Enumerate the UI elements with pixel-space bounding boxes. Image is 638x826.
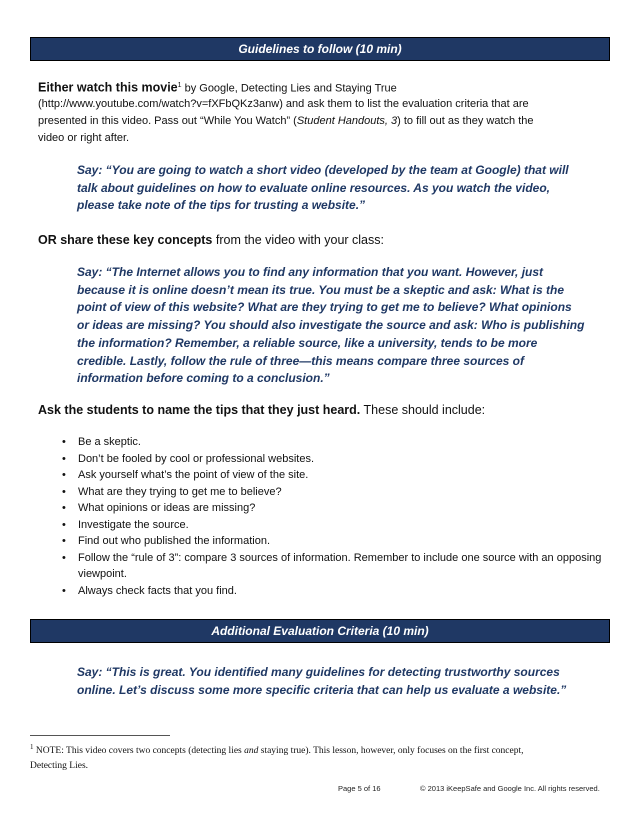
bullet-icon: • bbox=[62, 518, 66, 531]
or-share-line bbox=[38, 232, 608, 250]
footnote-line-1 bbox=[30, 740, 608, 759]
say-block-3 bbox=[77, 664, 602, 699]
say-line: Say: “This is great. You identified many guidelines for detecting trustworthy sources bbox=[77, 665, 560, 679]
list-item bbox=[62, 517, 607, 534]
footnote-ref[interactable]: 1 bbox=[177, 82, 182, 89]
bullet-icon: • bbox=[62, 502, 66, 514]
footnote-divider bbox=[30, 735, 170, 736]
tip-text: Follow the “rule of 3”: compare 3 sources of information. Remember to include one source with an opposing viewpoint. bbox=[78, 551, 602, 580]
bullet-icon: • bbox=[62, 584, 66, 597]
copyright: © 2013 iKeepSafe and Google Inc. All rights reserved. bbox=[420, 784, 600, 793]
tip-text: Ask yourself what’s the point of view of the site. bbox=[78, 469, 309, 481]
section-banner-guidelines: Guidelines to follow (10 min) bbox=[30, 37, 610, 61]
say-line: because it is online doesn’t mean its true. You must be a skeptic and ask: What is the bbox=[77, 282, 565, 297]
bullet-icon: • bbox=[62, 452, 66, 465]
say-line: please take note of the tips for trusting a website.” bbox=[77, 198, 366, 213]
say-line: the information? Remember, a reliable source, like a university, tends to be more bbox=[77, 335, 538, 350]
say-line: credible. Lastly, follow the rule of three—this means compare three sources of bbox=[77, 353, 525, 368]
bullet-icon: • bbox=[62, 551, 66, 564]
footnote-line-2: Detecting Lies. bbox=[30, 761, 89, 772]
say-line: online. Let’s discuss some more specific criteria that can help us evaluate a website.” bbox=[77, 682, 567, 697]
intro-line-3b: ) to fill out as they watch the bbox=[397, 115, 534, 127]
list-item bbox=[62, 583, 607, 600]
say-block-1 bbox=[77, 162, 602, 215]
ask-bold: Ask the students to name the tips that they just heard. bbox=[38, 403, 361, 417]
footnote-text-italic: and bbox=[244, 746, 259, 757]
bullet-icon: • bbox=[62, 469, 66, 481]
tips-list bbox=[62, 434, 607, 599]
list-item bbox=[62, 500, 607, 517]
page-number: Page 5 of 16 bbox=[338, 784, 381, 793]
list-item bbox=[62, 533, 607, 550]
say-line: point of view of this website? What are they trying to get me to believe? What opinions bbox=[77, 300, 572, 315]
list-item bbox=[62, 484, 607, 501]
intro-line-4: video or right after. bbox=[38, 132, 130, 144]
list-item bbox=[62, 550, 607, 583]
tip-text: Be a skeptic. bbox=[78, 436, 141, 448]
section-banner-additional-criteria: Additional Evaluation Criteria (10 min) bbox=[30, 619, 610, 643]
list-item bbox=[62, 451, 607, 468]
intro-rest: by Google, Detecting Lies and Staying True bbox=[181, 82, 397, 95]
bullet-icon: • bbox=[62, 485, 66, 498]
say-line: Say: “You are going to watch a short video (developed by the team at Google) that will bbox=[77, 163, 569, 177]
intro-bold: Either watch this movie bbox=[38, 80, 178, 95]
tip-text: Always check facts that you find. bbox=[78, 584, 237, 597]
tip-text: Find out who published the information. bbox=[78, 535, 271, 547]
say-line: information before coming to a conclusion.” bbox=[77, 371, 330, 386]
tip-text: Don’t be fooled by cool or professional websites. bbox=[78, 452, 315, 465]
say-line: Say: “The Internet allows you to find any information that you want. However, just bbox=[77, 265, 544, 279]
footnote-text-a: NOTE: This video covers two concepts (detecting lies bbox=[33, 746, 245, 757]
footnote bbox=[30, 740, 608, 774]
list-item bbox=[62, 467, 607, 484]
tip-text: Investigate the source. bbox=[78, 518, 189, 531]
bullet-icon: • bbox=[62, 436, 66, 448]
say-line: or ideas are missing? You should also investigate the source and ask: Who is publishing bbox=[77, 318, 585, 333]
say-line: talk about guidelines on how to evaluate online resources. As you watch the video, bbox=[77, 180, 550, 195]
footnote-text-b: staying true). This lesson, however, only focuses on the first concept, bbox=[258, 746, 524, 757]
tip-text: What opinions or ideas are missing? bbox=[78, 502, 256, 514]
intro-line-3 bbox=[38, 113, 608, 130]
footnote-number: 1 bbox=[30, 743, 34, 751]
intro-line-1 bbox=[38, 78, 608, 97]
tip-text: What are they trying to get me to believe? bbox=[78, 485, 282, 498]
intro-line-2: (http://www.youtube.com/watch?v=fXFbQKz3anw) and ask them to list the evaluation criteria that are bbox=[38, 98, 529, 110]
intro-line-3a: presented in this video. Pass out “While You Watch” ( bbox=[38, 115, 297, 127]
list-item bbox=[62, 434, 607, 451]
ask-students-line bbox=[38, 402, 608, 420]
intro-line-3-italic: Student Handouts, 3 bbox=[296, 115, 398, 127]
or-bold: OR share these key concepts bbox=[38, 233, 213, 247]
ask-rest: These should include: bbox=[360, 403, 486, 417]
or-rest: from the video with your class: bbox=[212, 233, 384, 247]
bullet-icon: • bbox=[62, 535, 66, 547]
say-block-2 bbox=[77, 264, 602, 388]
